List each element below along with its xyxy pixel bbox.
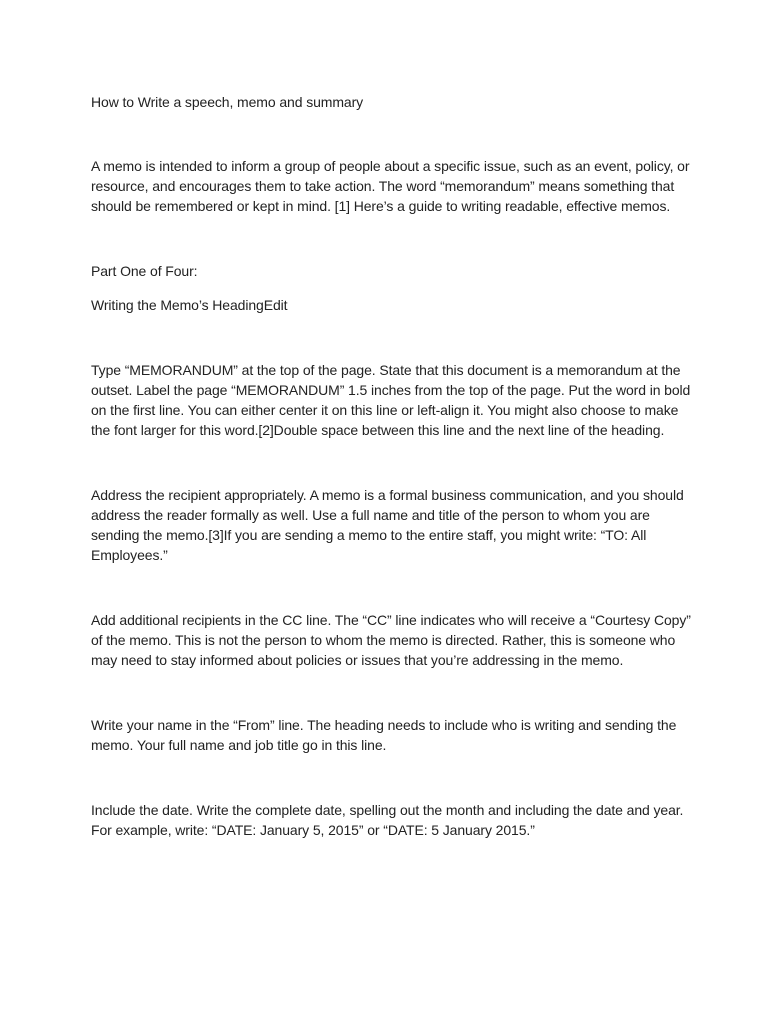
paragraph-date: Include the date. Write the complete date, spelling out the month and including the date and year. For example, write: “DATE: January 5, 2015” or “DATE: 5 January 2015.” xyxy=(91,802,684,838)
paragraph-memorandum: Type “MEMORANDUM” at the top of the page. State that this document is a memorandum at the outset. Label the page “MEMORANDUM” 1.5 inches from the top of the page. Put the word in bold on the first line. You can either center it on this line or left-align it. You might also choose to make the font larger for this word.[2]Double space between this line and the next line of the heading. xyxy=(91,362,691,438)
intro-paragraph: A memo is intended to inform a group of people about a specific issue, such as an event, policy, or resource, and encourages them to take action. The word “memorandum” means something that should be remembered or kept in mind. [1] Here’s a guide to writing readable, effective memos. xyxy=(91,158,690,214)
section-heading: Writing the Memo’s HeadingEdit xyxy=(91,297,288,313)
document-title: How to Write a speech, memo and summary xyxy=(91,94,364,110)
part-label: Part One of Four: xyxy=(91,263,198,279)
document-body xyxy=(91,92,691,840)
paragraph-recipient: Address the recipient appropriately. A memo is a formal business communication, and you should address the reader formally as well. Use a full name and title of the person to whom you are sending the memo.[3]If you are sending a memo to the entire staff, you might write: “TO: All Employees.” xyxy=(91,487,684,563)
paragraph-cc-line: Add additional recipients in the CC line. The “CC” line indicates who will receive a “Courtesy Copy” of the memo. This is not the person to whom the memo is directed. Rather, this is someone who may need to stay informed about policies or issues that you’re addressing in the memo. xyxy=(91,612,691,668)
paragraph-from-line: Write your name in the “From” line. The heading needs to include who is writing and sending the memo. Your full name and job title go in this line. xyxy=(91,717,677,753)
